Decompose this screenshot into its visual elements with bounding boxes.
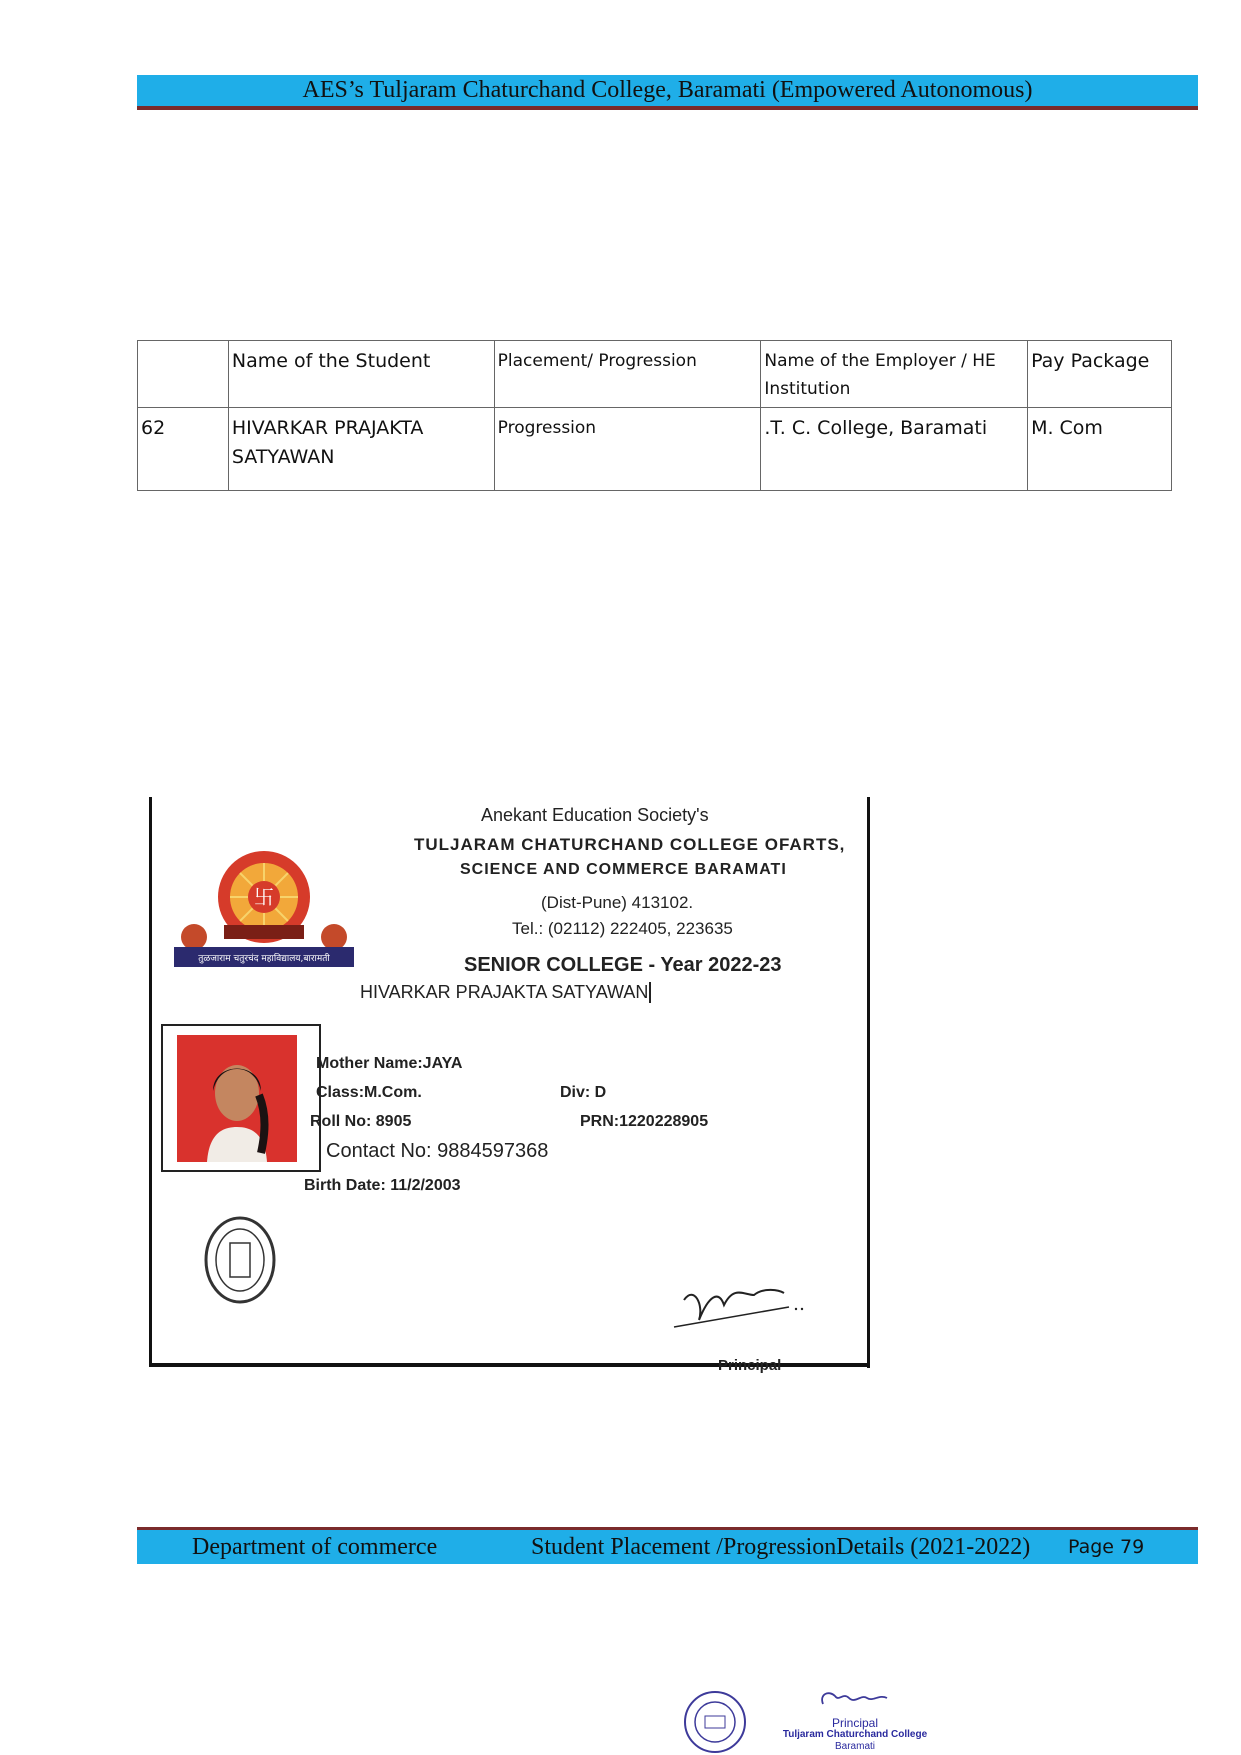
roll-number: Roll No: 8905 xyxy=(310,1113,412,1130)
svg-text:卐: 卐 xyxy=(254,885,274,909)
student-name: HIVARKAR PRAJAKTA SATYAWAN xyxy=(360,982,651,1003)
page-header xyxy=(137,75,1198,110)
division-info: Div: D xyxy=(560,1084,607,1101)
cell-pay-package: M. Com xyxy=(1028,408,1172,491)
column-header-sr xyxy=(138,341,229,408)
stamp-line-college: Tuljaram Chaturchand College xyxy=(782,1729,928,1740)
college-name-line1: TULJARAM CHATURCHAND COLLEGE OFARTS, xyxy=(414,835,846,854)
birth-date: Birth Date: 11/2/2003 xyxy=(304,1177,461,1194)
column-header-name: Name of the Student xyxy=(228,341,494,408)
cell-sr: 62 xyxy=(138,408,229,491)
college-seal-icon xyxy=(204,1215,276,1305)
college-address: (Dist-Pune) 413102. xyxy=(541,893,694,912)
column-header-employer: Name of the Employer / HE Institution xyxy=(761,341,1028,408)
footer-title: Student Placement /ProgressionDetails (2021-2022) xyxy=(531,1534,1031,1560)
logo-caption: तुळजाराम चतुरचंद महाविद्यालय,बारामती xyxy=(198,954,330,964)
academic-year: SENIOR COLLEGE - Year 2022-23 xyxy=(464,954,782,976)
student-photo-frame xyxy=(161,1024,321,1172)
page-number: Page 79 xyxy=(1068,1536,1145,1558)
society-name: Anekant Education Society's xyxy=(481,805,709,825)
principal-signature-block xyxy=(780,1686,930,1754)
principal-label: Principal xyxy=(718,1357,782,1374)
college-logo-icon xyxy=(174,847,354,969)
column-header-placement: Placement/ Progression xyxy=(494,341,761,408)
principal-stamp-icon xyxy=(683,1690,747,1754)
cell-student-name: HIVARKAR PRAJAKTA SATYAWAN xyxy=(228,408,494,491)
principal-signature-icon xyxy=(664,1265,814,1335)
student-photo xyxy=(177,1035,297,1162)
cell-employer: .T. C. College, Baramati xyxy=(761,408,1028,491)
handwritten-signature-icon xyxy=(815,1686,895,1712)
mother-name: Mother Name:JAYA xyxy=(316,1055,463,1072)
table-header-row xyxy=(138,341,1172,408)
college-name-line2: SCIENCE AND COMMERCE BARAMATI xyxy=(460,861,787,878)
cell-placement-type: Progression xyxy=(494,408,761,491)
college-phone: Tel.: (02112) 222405, 223635 xyxy=(512,919,733,938)
table-row xyxy=(138,408,1172,491)
contact-number: Contact No: 9884597368 xyxy=(326,1140,549,1162)
stamp-line-city: Baramati xyxy=(834,1741,875,1752)
prn-number: PRN:1220228905 xyxy=(580,1113,709,1130)
footer-department: Department of commerce xyxy=(192,1534,438,1560)
column-header-pay: Pay Package xyxy=(1028,341,1172,408)
page-footer xyxy=(137,1527,1198,1564)
class-info: Class:M.Com. xyxy=(316,1084,422,1101)
stamp-line-principal: Principal xyxy=(831,1716,879,1730)
header-title: AES’s Tuljaram Chaturchand College, Baramati (Empowered Autonomous) xyxy=(302,77,1033,103)
student-id-card xyxy=(144,797,874,1377)
placement-table xyxy=(137,340,1172,491)
